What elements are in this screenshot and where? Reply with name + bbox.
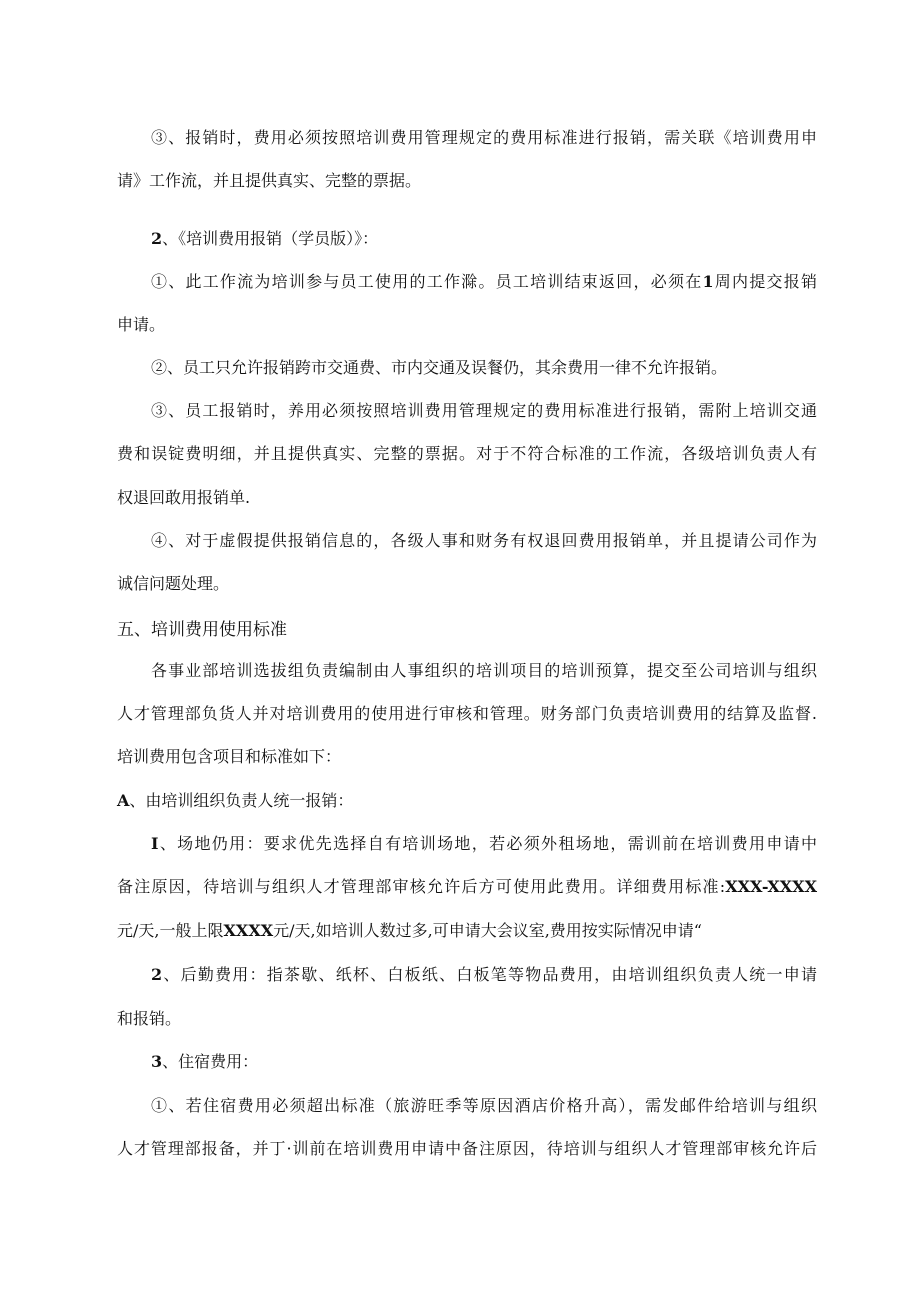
- section-heading: 五、培训费用使用标准: [117, 620, 287, 640]
- text-run: 、后勤费用：指茶歇、纸杯、白板纸、白板笔等物品费用，由培训组织负责人统一申请: [162, 965, 817, 984]
- paragraph-line: ②、员工只允许报销跨市交通费、市内交通及误餐仍，其余费用一律不允许报销。: [151, 358, 728, 377]
- item-number: I: [151, 834, 159, 853]
- paragraph-line: 费和误锭费明细，并且提供真实、完整的票据。对于不符合标准的工作流，各级培训负责人有: [117, 444, 817, 463]
- text-run: 备注原因，待培训与组织人才管理部审核允许后方可使用此费用。详细费用标准:: [117, 877, 726, 896]
- paragraph-line: 培训费用包含项目和标准如下：: [117, 747, 342, 766]
- paragraph-line: [117, 920, 817, 942]
- item-number: 2: [151, 229, 163, 248]
- item-number: 3: [151, 1052, 163, 1071]
- subheading-2: [151, 228, 817, 250]
- bold-value: XXX-XXXX: [725, 877, 817, 896]
- subheading-a: [117, 790, 817, 812]
- subheading-text: 、《培训费用报销（学员版）》：: [162, 229, 379, 248]
- item-number: 2: [151, 965, 163, 984]
- paragraph-line: 诚信问题处理。: [117, 574, 230, 593]
- item-letter: A: [117, 791, 130, 810]
- paragraph-line: 各事业部培训选拔组负责编制由人事组织的培训项目的培训预算，提交至公司培训与组织: [151, 661, 817, 680]
- paragraph-line: ①、若住宿费用必须超出标准（旅游旺季等原因酒店价格升高），需发邮件给培训与组织: [151, 1096, 817, 1115]
- paragraph-line: [151, 833, 817, 855]
- paragraph-line: 申请。: [117, 315, 166, 334]
- subheading-3: [151, 1051, 817, 1073]
- text-run: 周内提交报销: [713, 272, 817, 291]
- paragraph-line: [151, 271, 817, 293]
- paragraph-line: ③、员工报销时，养用必须按照培训费用管理规定的费用标准进行报销，需附上培训交通: [151, 401, 817, 420]
- paragraph-line: [117, 876, 817, 898]
- paragraph-line: 权退回敢用报销单.: [117, 488, 251, 507]
- subheading-text: 、由培训组织负责人统一报销：: [129, 791, 354, 810]
- text-run: ①、此工作流为培训参与员工使用的工作滁。员工培训结束返回，必须在: [151, 272, 703, 291]
- paragraph-line: 人才管理部负货人并对培训费用的使用进行审核和管理。财务部门负责培训费用的结算及监督.: [117, 704, 817, 723]
- paragraph-line: 人才管理部报备，并丁·训前在培训费用申请中备注原因，待培训与组织人才管理部审核允许后: [117, 1139, 817, 1158]
- subheading-text: 、住宿费用：: [162, 1052, 259, 1071]
- text-run: 、场地仍用：要求优先选择自有培训场地，若必须外租场地，需训前在培训费用申请中: [158, 834, 817, 853]
- bold-number: 1: [702, 272, 714, 291]
- paragraph-line: ④、对于虚假提供报销信息的，各级人事和财务有权退回费用报销单，并且提请公司作为: [151, 531, 817, 550]
- paragraph-line: ③、报销时，费用必须按照培训费用管理规定的费用标准进行报销，需关联《培训费用申: [151, 128, 817, 147]
- bold-value: XXXX: [223, 921, 274, 940]
- text-run: 元/天,如培训人数过多,可申请大会议室,费用按实际情况申请“: [273, 921, 702, 940]
- text-run: 元/天,一般上限: [117, 921, 224, 940]
- paragraph-line: 和报销。: [117, 1009, 182, 1028]
- paragraph-line: [151, 964, 817, 986]
- paragraph-line: 请》工作流，并且提供真实、完整的票据。: [117, 171, 422, 190]
